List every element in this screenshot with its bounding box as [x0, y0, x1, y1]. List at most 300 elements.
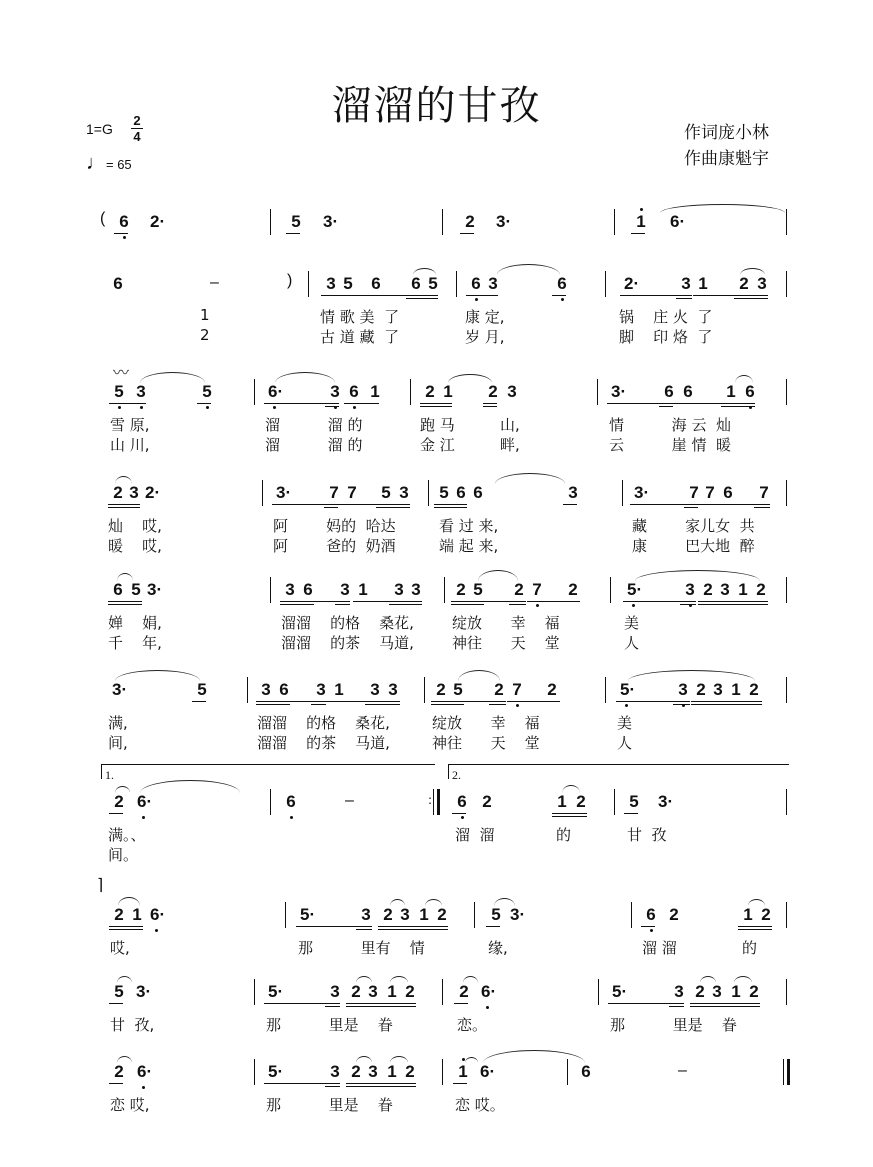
duration-underline	[454, 1003, 468, 1004]
lyric-text: 婵 娟,	[108, 614, 162, 632]
lower-octave-dot	[486, 1006, 489, 1009]
duration-underline	[192, 701, 206, 702]
slur-tie	[740, 268, 765, 275]
duration-underline	[623, 601, 696, 602]
barline	[786, 677, 787, 703]
duration-underline	[324, 507, 338, 508]
slur-tie	[117, 573, 133, 581]
note: 6	[411, 274, 421, 293]
barline	[631, 902, 632, 928]
lyric-text: 藏 家儿女 共	[632, 517, 755, 535]
note: 5	[428, 274, 438, 293]
duration-underline	[109, 403, 146, 404]
duration-underline	[346, 1006, 416, 1007]
duration-underline	[466, 295, 498, 296]
note: 1	[358, 580, 368, 599]
note: 2	[576, 792, 586, 811]
note: 3	[368, 1062, 378, 1081]
duration-underline	[342, 504, 410, 505]
note: 5	[381, 483, 391, 502]
lyricist-credit: 作词庞小林	[684, 123, 769, 143]
duration-underline	[483, 403, 497, 404]
note: 2	[351, 982, 361, 1001]
note: 3·	[510, 905, 526, 924]
duration-underline	[552, 813, 587, 814]
lower-octave-dot	[142, 1086, 145, 1089]
score-symbol: ⌉	[97, 877, 104, 894]
volta2-label: 2.	[452, 768, 461, 782]
barline	[474, 902, 475, 928]
slur-tie	[356, 976, 372, 983]
lyric-text: 恋。	[457, 1016, 488, 1034]
note: 2	[761, 905, 771, 924]
note: 2	[669, 905, 679, 924]
slur-tie	[734, 976, 752, 983]
duration-underline	[678, 403, 755, 404]
duration-underline	[325, 1006, 340, 1007]
slur-tie	[465, 1057, 478, 1063]
note: 6	[744, 382, 756, 402]
composer-credit: 作曲康魁宇	[684, 149, 769, 169]
note: 5·	[627, 580, 639, 600]
slur-tie	[115, 670, 200, 681]
sustain-dash: –	[210, 274, 219, 291]
barline	[254, 379, 255, 405]
note: 7	[689, 483, 699, 502]
note: 3	[684, 580, 696, 600]
duration-underline	[691, 704, 762, 705]
note: 5	[291, 212, 301, 231]
duration-underline	[460, 233, 474, 234]
lyric-text: 绽放 幸 福	[432, 714, 540, 732]
note: 2	[756, 580, 766, 599]
note: 3	[326, 274, 336, 293]
lyric-text: 古 道 藏 了	[320, 328, 400, 346]
barline	[262, 480, 263, 506]
barline	[456, 271, 457, 297]
duration-underline	[669, 1006, 684, 1007]
time-signature-top: 2	[133, 113, 141, 128]
duration-underline	[346, 1083, 416, 1084]
note: 2	[749, 982, 759, 1001]
slur-tie	[115, 476, 132, 484]
note: 1	[726, 382, 736, 401]
duration-underline	[325, 406, 339, 407]
note: 6	[118, 212, 130, 232]
duration-underline	[264, 1083, 340, 1084]
duration-underline	[197, 403, 211, 404]
slur-tie	[117, 976, 132, 983]
lyric-text: 山 川,	[110, 436, 150, 454]
duration-underline	[721, 406, 755, 407]
lyric-text: 看 过 来,	[439, 517, 499, 535]
time-signature	[131, 114, 143, 143]
lyric-text: 绽放 幸 福	[452, 614, 560, 632]
lyric-text: 康 巴大地 醉	[632, 537, 755, 555]
note: 3·	[147, 580, 163, 599]
duration-underline	[256, 704, 290, 705]
note: 6·	[150, 905, 162, 925]
lyric-text: 那 里是 眷	[610, 1016, 737, 1034]
note: 3	[681, 274, 691, 293]
duration-underline	[734, 298, 768, 299]
slur-tie	[390, 976, 408, 983]
lyric-text: 溜 溜 的	[265, 416, 363, 434]
note: 3	[757, 274, 767, 293]
barline	[285, 902, 286, 928]
barline	[614, 789, 615, 815]
duration-underline	[406, 298, 438, 299]
lyric-text: 暖 哎,	[108, 537, 162, 555]
duration-underline	[693, 295, 768, 296]
duration-underline	[641, 926, 655, 927]
note: 2	[351, 1062, 361, 1081]
note: 7	[705, 483, 715, 502]
note: 2	[436, 680, 446, 699]
note: 2	[425, 382, 435, 401]
note: 3·	[276, 483, 292, 502]
lyric-text: 雪 原,	[110, 416, 150, 434]
slur-tie	[140, 372, 205, 383]
lyric-text: 锅 庄 火 了	[619, 308, 713, 326]
note: 3	[394, 580, 404, 599]
score-system	[0, 680, 873, 760]
slur-tie	[562, 785, 580, 793]
score-system	[0, 982, 873, 1062]
lyric-text: 千 年,	[108, 634, 162, 652]
duration-underline	[109, 813, 123, 814]
note: 5	[343, 274, 353, 293]
barline	[597, 379, 598, 405]
note: 6	[645, 905, 657, 925]
time-signature-bottom: 4	[133, 129, 141, 144]
score-system	[0, 483, 873, 563]
credits	[684, 120, 769, 172]
note: 5	[439, 483, 449, 502]
slur-tie	[494, 898, 515, 906]
lyric-text: 溜溜 的格 桑花,	[281, 614, 414, 632]
lower-octave-dot	[561, 298, 564, 301]
slur-tie	[735, 375, 753, 383]
note: 3·	[496, 212, 512, 231]
note: 5	[491, 905, 501, 924]
note: 1	[731, 680, 741, 699]
duration-underline	[507, 701, 560, 702]
barline	[598, 979, 599, 1005]
lower-octave-dot	[155, 929, 158, 932]
lyric-text: 云 崖 情 暖	[609, 436, 731, 454]
slur-tie	[495, 473, 565, 484]
note: 5·	[620, 680, 632, 700]
note: 5	[113, 382, 125, 402]
note: 1	[457, 1062, 469, 1082]
note: 6	[456, 483, 466, 502]
key-signature: 1=G	[86, 121, 113, 137]
note: 6	[683, 382, 693, 401]
lyric-text: 溜 溜	[455, 826, 495, 844]
duration-underline	[509, 604, 526, 605]
lyric-text: 山,	[500, 416, 520, 434]
note: 3	[399, 483, 409, 502]
slur-tie	[118, 897, 140, 906]
note: 3	[330, 982, 340, 1001]
duration-underline	[673, 704, 690, 705]
barline	[786, 379, 787, 405]
slur-tie	[463, 976, 478, 983]
barline	[442, 979, 443, 1005]
note: 7	[511, 680, 523, 700]
duration-underline	[676, 298, 692, 299]
lyric-text: 端 起 来,	[439, 537, 499, 555]
barline	[605, 677, 606, 703]
duration-underline	[434, 507, 467, 508]
note: 3	[329, 382, 341, 402]
duration-underline	[108, 504, 140, 505]
score-symbol: (	[100, 210, 106, 227]
duration-underline	[486, 926, 500, 927]
note: 3	[361, 905, 371, 924]
note: 7	[759, 483, 769, 502]
slur-tie	[635, 570, 760, 581]
duration-underline	[489, 704, 506, 705]
lyric-text: 间,	[108, 734, 128, 752]
slur-tie	[628, 670, 755, 681]
barline	[410, 379, 411, 405]
lower-octave-dot	[142, 816, 145, 819]
duration-underline	[264, 1003, 340, 1004]
barline	[786, 979, 787, 1005]
barline	[786, 271, 787, 297]
note: 6	[113, 580, 123, 599]
duration-underline	[108, 507, 140, 508]
lyric-text: 那 里有 情	[298, 939, 425, 957]
barline	[614, 209, 615, 235]
note: 5	[453, 680, 463, 699]
note: 3·	[323, 212, 339, 231]
duration-underline	[378, 926, 448, 927]
duration-underline	[552, 295, 566, 296]
barline	[270, 209, 271, 235]
note: 6·	[481, 982, 493, 1002]
duration-underline	[451, 604, 484, 605]
duration-underline	[325, 1086, 340, 1087]
barline	[786, 789, 787, 815]
note: 6·	[670, 212, 686, 231]
lower-octave-dot	[206, 406, 209, 409]
slur-tie	[660, 204, 785, 213]
lyric-text: 溜溜 的茶 马道,	[257, 734, 390, 752]
note: 2	[494, 680, 504, 699]
slur-tie	[115, 786, 130, 793]
lyric-text: 缘,	[488, 939, 508, 957]
slur-tie	[140, 780, 240, 793]
slur-tie	[413, 268, 436, 275]
barline	[610, 577, 611, 603]
barline	[786, 902, 787, 928]
duration-underline	[264, 403, 339, 404]
lower-octave-dot	[118, 406, 121, 409]
lyric-text: 恋 哎。	[455, 1096, 505, 1114]
duration-underline	[344, 403, 379, 404]
note: 2·	[624, 274, 640, 293]
lyric-text: 神往 天 堂	[452, 634, 560, 652]
note: 2	[695, 982, 705, 1001]
repeat-barline-thick	[437, 789, 440, 815]
lyric-text: 金 江	[420, 436, 455, 454]
note: 6	[303, 580, 313, 599]
note: 5	[131, 580, 141, 599]
note: 1	[419, 905, 429, 924]
lyric-text: 神往 天 堂	[432, 734, 540, 752]
duration-underline	[280, 604, 314, 605]
note: 3	[388, 680, 398, 699]
note: 3	[370, 680, 380, 699]
duration-underline	[356, 929, 372, 930]
duration-underline	[680, 604, 696, 605]
note: 2	[488, 382, 498, 401]
duration-underline	[286, 233, 300, 234]
score-system	[0, 1062, 873, 1142]
lower-octave-dot	[461, 816, 464, 819]
duration-underline	[346, 1003, 416, 1004]
duration-underline	[453, 1083, 467, 1084]
lyric-text: 那 里是 眷	[266, 1016, 393, 1034]
lower-octave-dot	[516, 704, 519, 707]
note: 6·	[137, 1062, 149, 1082]
note: 6·	[137, 792, 149, 812]
duration-underline	[335, 604, 350, 605]
sustain-dash: –	[678, 1062, 687, 1079]
lyric-text: 间。	[108, 846, 139, 864]
note: 7	[347, 483, 357, 502]
slur-tie	[275, 372, 335, 383]
barline	[444, 577, 445, 603]
duration-underline	[353, 601, 422, 602]
lower-octave-dot	[123, 236, 126, 239]
note: 3	[129, 483, 139, 502]
lyric-text: 美	[617, 714, 633, 732]
duration-underline	[311, 704, 326, 705]
note: 3	[368, 982, 378, 1001]
lyric-text: 人	[617, 734, 633, 752]
lyric-text: 2	[200, 326, 210, 344]
duration-underline	[624, 813, 638, 814]
duration-underline	[114, 233, 128, 234]
note: 2	[547, 680, 557, 699]
duration-underline	[690, 1006, 760, 1007]
tempo-value: = 65	[106, 157, 132, 172]
barline	[786, 480, 787, 506]
duration-underline	[109, 1003, 123, 1004]
lyric-text: 溜 溜 的	[265, 436, 363, 454]
barline	[270, 577, 271, 603]
lower-octave-dot	[475, 298, 478, 301]
note: 2	[114, 792, 124, 811]
duration-underline	[109, 926, 143, 927]
duration-underline	[552, 816, 587, 817]
score-symbol: 〰	[113, 365, 130, 382]
duration-underline	[280, 601, 350, 602]
lyric-text: 跑 马	[420, 416, 455, 434]
duration-underline	[698, 604, 768, 605]
score-system	[0, 580, 873, 660]
note: 2	[459, 982, 469, 1001]
final-barline-thick	[787, 1059, 790, 1085]
note: 3·	[136, 982, 152, 1001]
barline	[254, 1059, 255, 1085]
duration-underline	[690, 1003, 760, 1004]
slur-tie	[356, 1056, 372, 1063]
note: 3·	[611, 382, 627, 401]
barline	[622, 480, 623, 506]
note: 3·	[658, 792, 674, 811]
final-barline-thin	[783, 1059, 784, 1085]
note: 3	[400, 905, 410, 924]
duration-underline	[378, 929, 448, 930]
note: 7	[329, 483, 339, 502]
duration-underline	[630, 504, 770, 505]
note: 1	[731, 982, 741, 1001]
barline	[424, 677, 425, 703]
lyric-text: 脚 印 烙 了	[619, 328, 713, 346]
note: 6	[556, 274, 568, 294]
note: 1	[132, 905, 142, 924]
lyric-text: 恋 哎,	[110, 1096, 150, 1114]
note: 6	[664, 382, 674, 401]
slur-tie	[478, 570, 518, 581]
note: 5	[201, 382, 213, 402]
note: 3	[135, 382, 147, 402]
note: 2	[383, 905, 393, 924]
barline	[605, 271, 606, 297]
duration-underline	[738, 926, 772, 927]
duration-underline	[616, 701, 690, 702]
score-symbol: )	[287, 272, 293, 289]
lyric-text: 美	[624, 614, 640, 632]
lyric-text: 溜 溜	[642, 939, 677, 957]
score-title: 溜溜的甘孜	[331, 83, 542, 129]
duration-underline	[451, 601, 526, 602]
lyric-text: 情 歌 美 了	[320, 308, 400, 326]
note: 6	[723, 483, 733, 502]
barline	[254, 979, 255, 1005]
barline	[308, 271, 309, 297]
note: 2	[465, 212, 475, 231]
note: 1	[557, 792, 567, 811]
duration-underline	[109, 929, 143, 930]
lyric-text: 满。、	[108, 826, 146, 844]
note: 1	[334, 680, 344, 699]
repeat-barline-thin	[433, 789, 434, 815]
note: 2	[514, 580, 524, 599]
duration-underline	[563, 504, 577, 505]
volta2-bracket	[448, 764, 789, 779]
lyric-text: 甘 孜	[627, 826, 667, 844]
note: 2	[405, 1062, 415, 1081]
lower-octave-dot	[536, 604, 539, 607]
note: 2	[437, 905, 447, 924]
repeat-dots: :	[428, 793, 433, 807]
duration-underline	[321, 295, 438, 296]
note: 3	[316, 680, 326, 699]
note: 3	[261, 680, 271, 699]
note: 6	[285, 792, 297, 812]
barline	[786, 577, 787, 603]
note: 2	[696, 680, 706, 699]
note: 2	[114, 905, 124, 924]
duration-underline	[631, 233, 645, 234]
note: 2	[703, 580, 713, 599]
